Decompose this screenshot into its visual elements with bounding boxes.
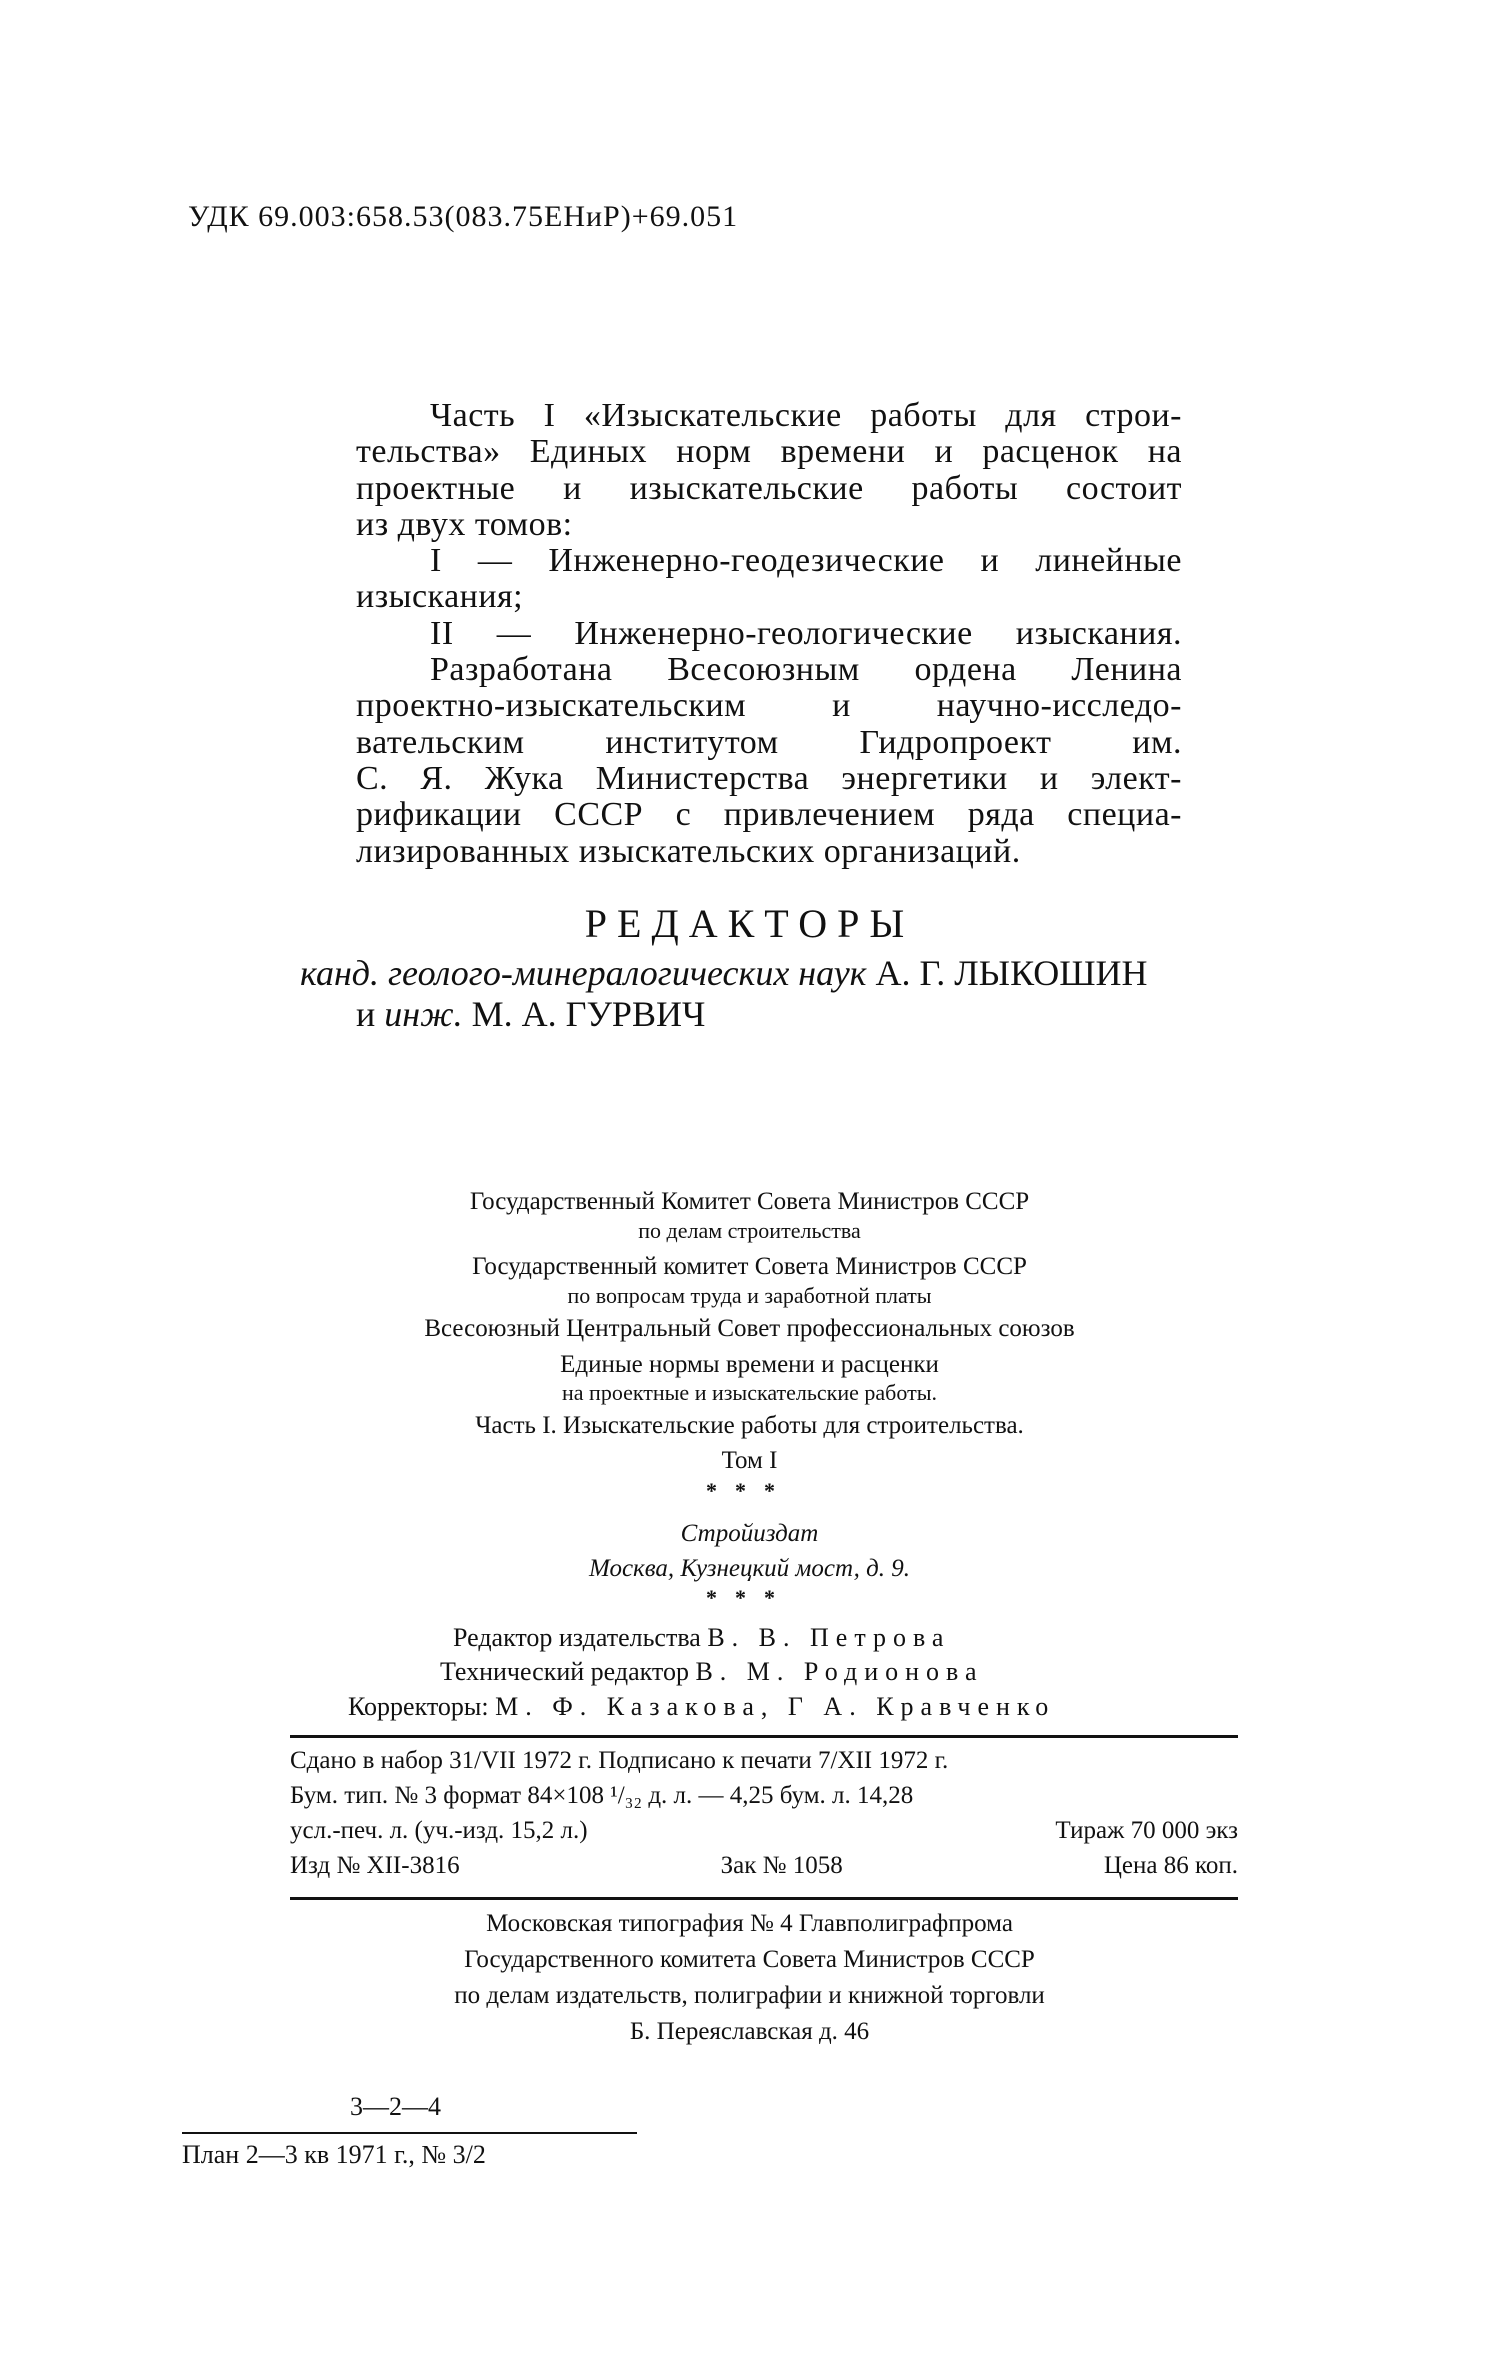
editor-name: М. А. ГУРВИЧ — [471, 994, 706, 1034]
udk-code: УДК 69.003:658.53(083.75ЕНиР)+69.051 — [188, 200, 739, 233]
intro-line: С. Я. Жука Министерства энергетики и элект- — [356, 759, 1182, 797]
intro-line: рификации СССР с привлечением ряда специа- — [356, 796, 1182, 834]
intro-line: I — Инженерно-геодезические и линейные — [430, 542, 1182, 580]
imprint-org-3: Всесоюзный Центральный Совет профессиональных союзов — [424, 1315, 1075, 1342]
print-price: Цена 86 коп. — [1103, 1852, 1238, 1879]
staff-corr-label: Корректоры: — [348, 1692, 489, 1721]
divider — [290, 1735, 1238, 1738]
staff-tech-editor — [440, 1657, 984, 1687]
imprint-part: Часть I. Изыскательские работы для строительства. — [475, 1412, 1024, 1439]
intro-line: Разработана Всесоюзным ордена Ленина — [430, 651, 1182, 689]
editor-conjunction: и — [356, 994, 376, 1034]
separator-stars: *** — [706, 1585, 793, 1610]
imprint-title-2: на проектные и изыскательские работы. — [562, 1380, 937, 1405]
intro-line: из двух томов: — [356, 505, 573, 543]
typography-line: Государственного комитета Совета Министров СССР — [464, 1946, 1035, 1973]
imprint-title-1: Единые нормы времени и расценки — [560, 1351, 939, 1378]
imprint-volume: Том I — [721, 1447, 778, 1474]
imprint-org-1: Государственный Комитет Совета Министров СССР — [469, 1188, 1030, 1215]
typography-line: Московская типография № 4 Главполиграфпрома — [486, 1910, 1013, 1937]
typography-address: Б. Переяславская д. 46 — [629, 2018, 870, 2045]
staff-correctors — [348, 1692, 1055, 1722]
print-format: Бум. тип. № 3 формат 84×108 ¹/₃₂ д. л. — 4,25 бум. л. 14,28 — [290, 1782, 914, 1809]
editors-heading: РЕДАКТОРЫ — [584, 901, 915, 946]
print-info — [290, 1747, 1238, 1887]
intro-line: изыскания; — [356, 578, 524, 616]
editor-name: А. Г. ЛЫКОШИН — [875, 953, 1148, 993]
intro-line: вательским институтом Гидропроект им. — [356, 723, 1182, 761]
imprint-org-1-sub: по делам строительства — [638, 1218, 861, 1243]
plan-line: План 2—3 кв 1971 г., № 3/2 — [182, 2140, 486, 2169]
print-sheets: усл.-печ. л. (уч.-изд. 15,2 л.) — [290, 1817, 588, 1844]
print-dates: Сдано в набор 31/VII 1972 г. Подписано к печати 7/XII 1972 г. — [290, 1747, 949, 1774]
print-row — [290, 1817, 1238, 1852]
staff-editor-label: Редактор издательства — [453, 1623, 701, 1652]
editor-line-2 — [356, 993, 705, 1035]
staff-tech-name: В. М. Родионова — [695, 1657, 984, 1686]
imprint-org-2: Государственный комитет Совета Министров СССР — [472, 1253, 1027, 1280]
staff-editor — [453, 1623, 950, 1653]
staff-corr-names: М. Ф. Казакова, Г А. Кравченко — [495, 1692, 1056, 1721]
intro-line: проектно-изыскательским и научно-исследо- — [356, 687, 1182, 725]
intro-line: Часть I «Изыскательские работы для строи- — [430, 397, 1182, 434]
separator-stars: *** — [706, 1478, 793, 1503]
intro-line: II — Инженерно-геологические изыскания. — [430, 614, 1182, 652]
editor-degree: канд. геолого-минералогических наук — [300, 953, 867, 993]
intro-line: проектные и изыскательские работы состоит — [356, 469, 1182, 507]
intro-paragraph — [356, 398, 1182, 870]
typography-line: по делам издательств, полиграфии и книжной торговли — [454, 1982, 1045, 2009]
publisher-address: Москва, Кузнецкий мост, д. 9. — [588, 1555, 911, 1582]
divider — [290, 1897, 1238, 1900]
intro-line: лизированных изыскательских организаций. — [356, 832, 1021, 870]
imprint-org-2-sub: по вопросам труда и заработной платы — [567, 1283, 932, 1308]
print-order-no: Зак № 1058 — [720, 1852, 843, 1879]
intro-line: тельства» Единых норм времени и расценок на — [356, 433, 1182, 471]
staff-editor-name: В. В. Петрова — [707, 1623, 951, 1652]
editor-line-1 — [300, 952, 1148, 994]
print-run: Тираж 70 000 экз — [1055, 1817, 1238, 1844]
editor-title: инж. — [384, 994, 463, 1034]
index-code: 3—2—4 — [350, 2092, 441, 2121]
print-edition-no: Изд № XII-3816 — [290, 1852, 460, 1879]
print-row — [290, 1852, 1238, 1887]
staff-tech-label: Технический редактор — [440, 1657, 689, 1686]
plan-rule — [182, 2132, 637, 2134]
print-row — [290, 1747, 1238, 1782]
print-row — [290, 1782, 1238, 1817]
publisher-name: Стройиздат — [680, 1520, 819, 1547]
